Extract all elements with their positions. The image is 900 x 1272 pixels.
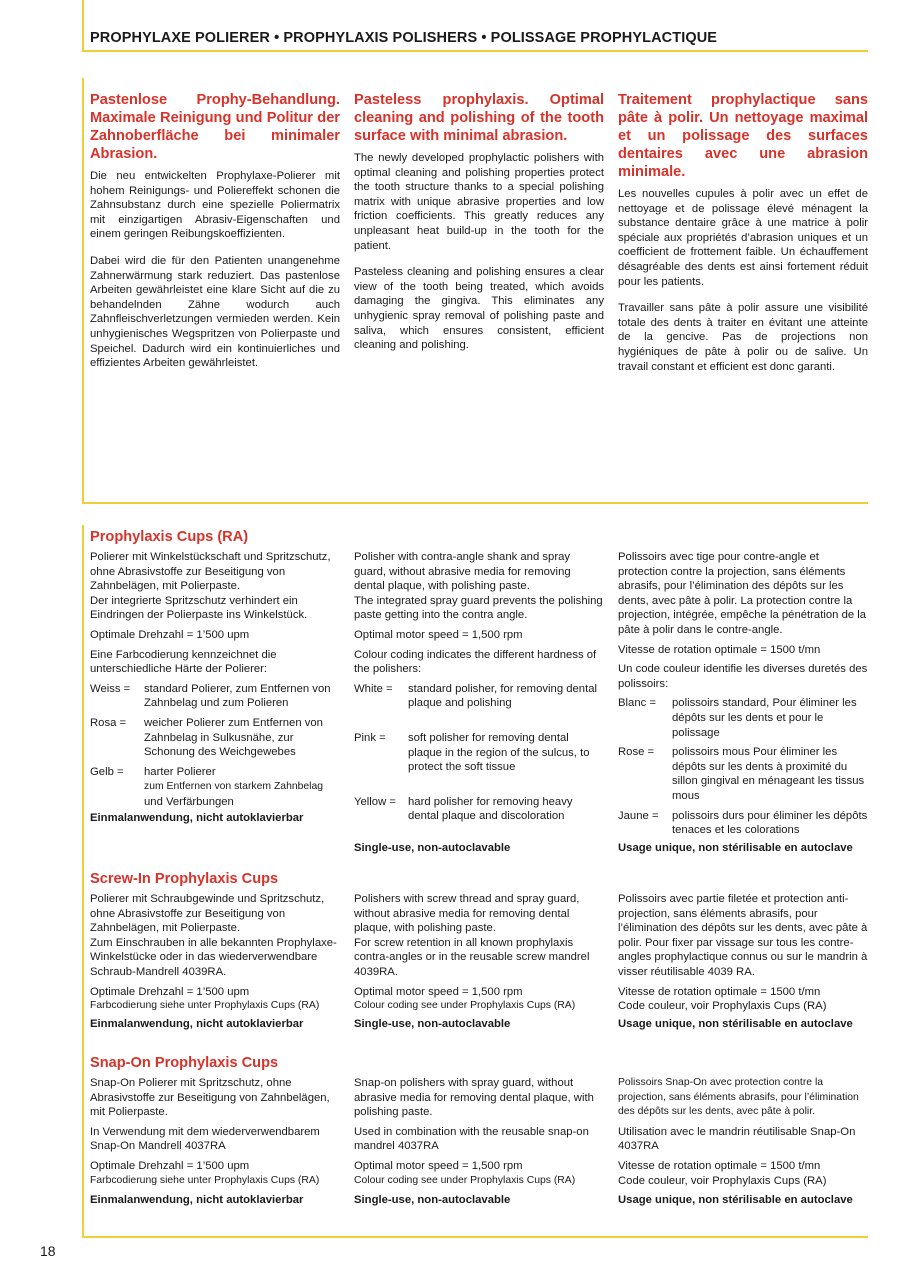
ra-speed-de: Optimale Drehzahl = 1’500 upm [90,628,250,641]
screw-speed-en: Optimal motor speed = 1,500 rpm [354,985,523,998]
screw-speed-fr: Vitesse de rotation optimale = 1500 t/mn [618,985,821,998]
color-desc-line: und Verfärbungen [144,795,234,808]
screw-desc-de-1: Polierer mit Schraubgewinde und Spritzschutz, ohne Abrasivstoffe zur Beseitigung von Zahnbelägen, mit Polierpaste. [90,893,325,935]
snap-usage-fr: Usage unique, non stérilisable en autoclave [618,1194,853,1207]
color-key: Rose = [618,746,655,759]
color-desc: polissoirs standard, Pour éliminer les dépôts sur les dents et pour le polissage [672,697,857,739]
color-desc: polissoirs mous Pour éliminer les dépôts sur les dents à proximité du sillon gingival en ménageant les tissus mous [672,746,865,802]
color-row [90,682,340,711]
intro-rule-vertical [82,78,84,504]
color-desc: polissoirs durs pour éliminer les dépôts tenaces et les colorations [672,809,868,837]
color-key: Yellow = [354,795,396,808]
screw-column-fr [618,892,868,1031]
intro-paragraph-fr-1: Les nouvelles cupules à polir avec un effet de nettoyage et de polissage élevé ménagent la substance dentaire grâce à une matrice à polir spéciale aux propriétés d’abrasion uniques et un coefficient de frottement faible. Un échauffement désagréable des dents est ainsi fortement réduit pour les patients. [618,188,868,288]
snap-usage-en: Single-use, non-autoclavable [354,1194,511,1207]
ra-column-de [90,550,340,825]
color-desc-line: zum Entfernen von starkem Zahnbelag [144,781,324,793]
screw-desc-fr-1: Polissoirs avec partie filetée et protection anti-projection, sans éléments abrasifs, pour l’élimination des dépôts sur les dents, avec pâte à polir. Pour fixer par vissage sur tous les contre-angles prophylactique connus ou sur le mandrin à visser réutilisable 4039 RA. [618,893,868,978]
screw-desc-en-2: For screw retention in all known prophylaxis contra-angles or in the reusable screw mandrel 4039RA. [354,936,590,978]
snap-desc-de-2: In Verwendung mit dem wiederverwendbarem Snap-On Mandrell 4037RA [90,1125,320,1153]
page-title: PROPHYLAXE POLIERER • PROPHYLAXIS POLISHERS • POLISSAGE PROPHYLACTIQUE [90,30,718,46]
intro-paragraph-de-2: Dabei wird die für den Patienten unangenehme Zahnerwärmung stark reduziert. Das pastenlose Arbeiten gewährleistet eine klare Sicht auf die zu behandelnden Zähne wodurch auch Zahnfleischverletzungen vermieden werden. Kein unhygienisches Wegspritzen von Polierpaste und Speichel. Dadurch wird ein kontinuierliches und effizientes Arbeiten gewährleistet. [90,254,340,370]
section-title-ra: Prophylaxis Cups (RA) [90,529,249,545]
header-rule-horizontal [82,50,868,52]
color-key: Gelb = [90,765,124,778]
snap-coding-en: Colour coding see under Prophylaxis Cups (RA) [354,1174,576,1186]
page-number: 18 [40,1243,56,1259]
ra-coding-fr: Un code couleur identifie les diverses duretés des polissoirs: [618,663,868,690]
ra-coding-en: Colour coding indicates the different hardness of the polishers: [354,648,597,676]
color-desc: standard polisher, for removing dental plaque and polishing [408,682,598,710]
snap-column-fr [618,1076,868,1208]
screw-speed-de: Optimale Drehzahl = 1’500 upm [90,985,250,998]
ra-desc-de-2: Der integrierte Spritzschutz verhindert ein Eindringen der Polierpaste ins Winkelstück. [90,594,308,622]
ra-speed-en: Optimal motor speed = 1,500 rpm [354,628,523,641]
screw-coding-en: Colour coding see under Prophylaxis Cups (RA) [354,1000,576,1012]
ra-usage-de: Einmalanwendung, nicht autoklavierbar [90,811,304,824]
intro-heading-de: Pastenlose Prophy-Behandlung. Maximale Reinigung und Politur der Zahnoberfläche bei minimaler Abrasion. [90,92,340,162]
screw-coding-de: Farbcodierung siehe unter Prophylaxis Cups (RA) [90,1000,320,1012]
intro-column-fr [618,91,868,386]
ra-speed-fr: Vitesse de rotation optimale = 1500 t/mn [618,643,821,656]
color-desc: soft polisher for removing dental plaque in the region of the sulcus, to protect the soft tissue [408,731,590,774]
screw-desc-en-1: Polishers with screw thread and spray guard, without abrasive media for removing dental plaque, with polishing paste. [354,893,580,935]
ra-coding-de: Eine Farbcodierung kennzeichnet die unterschiedliche Härte der Polierer: [90,648,277,676]
ra-desc-en-1: Polisher with contra-angle shank and spray guard, without abrasive media for removing dental plaque, with polishing paste. [354,551,571,593]
intro-rule-horizontal [82,502,868,504]
color-key: Pink = [354,731,386,744]
screw-column-en [354,892,604,1031]
snap-column-en [354,1076,604,1208]
screw-usage-de: Einmalanwendung, nicht autoklavierbar [90,1017,304,1030]
snap-coding-fr: Code couleur, voir Prophylaxis Cups (RA) [618,1174,827,1187]
section-title-screw: Screw-In Prophylaxis Cups [90,871,279,887]
products-rule-vertical [82,525,84,1237]
products-rule-horizontal [82,1236,868,1238]
intro-heading-fr: Traitement prophylactique sans pâte à polir. Un nettoyage maximal et un polissage des surfaces dentaires avec une abrasion minimale. [618,92,868,180]
snap-usage-de: Einmalanwendung, nicht autoklavierbar [90,1194,304,1207]
intro-paragraph-en-2: Pasteless cleaning and polishing ensures a clear view of the tooth being treated, which avoids damaging the gingiva. This eliminates any unhygienic spray removal of polishing paste and saliva, which ensures consistent, efficient cleaning and polishing. [354,266,604,352]
color-row [618,745,868,803]
ra-desc-en-2: The integrated spray guard prevents the polishing paste getting into the contra angle. [354,594,603,622]
color-key: Rosa = [90,716,127,729]
ra-usage-en: Single-use, non-autoclavable [354,841,511,854]
snap-speed-fr: Vitesse de rotation optimale = 1500 t/mn [618,1159,821,1172]
color-key: White = [354,682,393,695]
snap-coding-de: Farbcodierung siehe unter Prophylaxis Cups (RA) [90,1174,320,1186]
color-desc: standard Polierer, zum Entfernen von Zahnbelag und zum Polieren [144,682,331,710]
color-row [618,809,868,838]
color-key: Jaune = [618,809,659,822]
color-key: Blanc = [618,697,656,710]
ra-column-en [354,550,604,856]
header-rule-vertical [82,0,84,50]
color-row [90,716,340,760]
snap-desc-de-1: Snap-On Polierer mit Spritzschutz, ohne Abrasivstoffe zur Beseitigung von Zahnbelägen, mit Polierpaste. [90,1077,330,1119]
intro-paragraph-fr-2: Travailler sans pâte à polir assure une visibilité totale des dents à traiter en évitant une atteinte de la gencive. Pas de projections non hygiéniques de pâte à polir ou de salive. Un travail constant et efficient est donc garanti. [618,302,868,373]
screw-desc-de-2: Zum Einschrauben in alle bekannten Prophylaxe-Winkelstücke oder in das wiederverwendbare Schraub-Mandrell 4039RA. [90,936,337,978]
intro-paragraph-en-1: The newly developed prophylactic polishers with optimal cleaning and polishing properties protect the tooth structure thanks to a special polishing matrix with unique abrasive properties and low friction coefficients. This greatly reduces any unpleasant heat build-up in the tooth for the patient. [354,152,604,252]
intro-heading-en: Pasteless prophylaxis. Optimal cleaning and polishing of the tooth surface with minimal abrasion. [354,92,604,144]
snap-speed-en: Optimal motor speed = 1,500 rpm [354,1159,523,1172]
snap-speed-de: Optimale Drehzahl = 1’500 upm [90,1159,250,1172]
snap-desc-en-1: Snap-on polishers with spray guard, without abrasive media for removing dental plaque, with polishing paste. [354,1077,594,1119]
color-row [354,682,604,711]
color-row [90,765,340,810]
color-desc-line: harter Polierer [144,765,216,778]
ra-usage-fr: Usage unique, non stérilisable en autoclave [618,841,853,854]
screw-usage-en: Single-use, non-autoclavable [354,1017,511,1030]
color-key: Weiss = [90,682,131,695]
intro-column-en [354,91,604,365]
color-desc [144,765,340,810]
screw-coding-fr: Code couleur, voir Prophylaxis Cups (RA) [618,1000,827,1013]
snap-column-de [90,1076,340,1208]
snap-desc-en-2: Used in combination with the reusable snap-on mandrel 4037RA [354,1125,589,1153]
color-row [354,731,604,775]
ra-desc-fr-1: Polissoirs avec tige pour contre-angle et protection contre la projection, sans éléments abrasifs, pour l’élimination des dépôts sur les dents, avec pâte à polir. La protection contre la projection, intégrée, empêche la pénétration de la pâte à polir dans le contre-angle. [618,551,867,636]
snap-desc-fr-1: Polissoirs Snap-On avec protection contre la projection, sans éléments abrasifs, pour l’élimination des dépôts sur les dents, avec pâte à polir. [618,1077,859,1118]
ra-desc-de-1: Polierer mit Winkelstückschaft und Spritzschutz, ohne Abrasivstoffe zur Beseitigung von Zahnbelägen, mit Polierpaste. [90,551,331,593]
color-desc: weicher Polierer zum Entfernen von Zahnbelag in Sulkusnähe, zur Schonung des Weichgewebes [144,716,323,759]
screw-usage-fr: Usage unique, non stérilisable en autoclave [618,1017,853,1030]
screw-column-de [90,892,340,1031]
intro-paragraph-de-1: Die neu entwickelten Prophylaxe-Polierer mit hohem Reinigungs- und Poliereffekt schonen die Zahnsubstanz durch eine spezielle Poliermatrix mit einzigartigen Abrasiv-Eigenschaften und einem geringen Reibungskoeffizienten. [90,170,340,241]
color-desc: hard polisher for removing heavy dental plaque and discoloration [408,795,573,823]
section-title-snap: Snap-On Prophylaxis Cups [90,1055,279,1071]
color-row [354,795,604,824]
ra-column-fr [618,550,868,855]
color-row [618,696,868,740]
snap-desc-fr-2: Utilisation avec le mandrin réutilisable Snap-On 4037RA [618,1125,856,1153]
intro-column-de [90,91,340,383]
